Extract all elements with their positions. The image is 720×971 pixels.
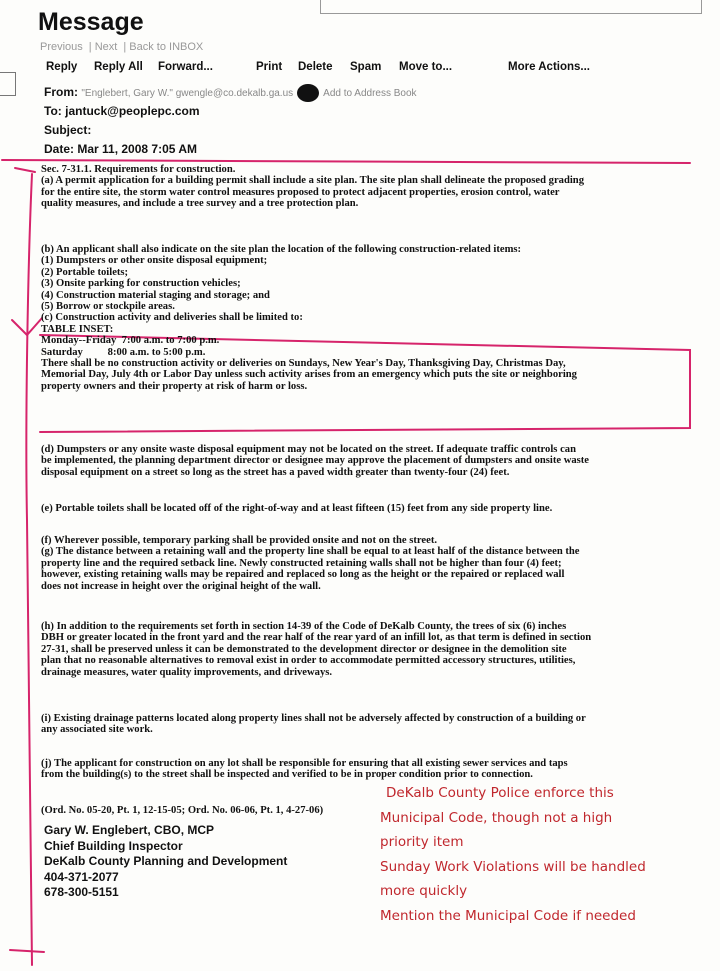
body-line: (b) An applicant shall also indicate on the site plan the location of the following construction-related items: [41, 244, 522, 255]
forward-button[interactable]: Forward... [158, 61, 213, 73]
from-value: "Englebert, Gary W." gwengle@co.dekalb.ga.us [81, 88, 294, 100]
signature-dept: DeKalb County Planning and Development [44, 854, 288, 868]
body-line: (f) Wherever possible, temporary parking shall be provided onsite and not on the street. [41, 535, 437, 546]
ordinance-ref: (Ord. No. 05-20, Pt. 1, 12-15-05; Ord. No. 06-06, Pt. 1, 4-27-06) [41, 805, 324, 816]
signature-title: Chief Building Inspector [44, 838, 183, 853]
reply-all-button[interactable]: Reply All [94, 61, 143, 73]
page-title: Message [38, 8, 144, 36]
hours-weekday-label: Monday--Friday [41, 335, 117, 347]
para-f-g [41, 535, 661, 592]
hours-saturday-label: Saturday [41, 346, 83, 358]
annotation-line: Municipal Code, though not a high [380, 809, 613, 826]
body-line: any associated site work. [41, 724, 153, 736]
hours-saturday-value: 8:00 a.m. to 5:00 p.m. [107, 346, 206, 358]
annotation-line: Sunday Work Violations will be handled [380, 858, 646, 875]
body-line: Memorial Day, July 4th or Labor Day unless such activity arises from an emergency which puts the site or neighboring [41, 369, 577, 381]
ink-bottom-mark [10, 950, 44, 952]
body-line: 27-31, shall be preserved unless it can be demonstrated to the development director or designee in the demolition site [41, 643, 567, 655]
para-j [41, 758, 661, 781]
body-line: however, existing retaining walls may be repaired and replaced so long as the height or the repaired or replaced wall [41, 569, 565, 581]
body-line: (g) The distance between a retaining wall and the property line shall be equal to at least half of the distance between the [41, 546, 580, 558]
print-button[interactable]: Print [256, 61, 283, 73]
delete-button[interactable]: Delete [298, 61, 333, 73]
ink-flick [15, 168, 35, 172]
body-line: drainage measures, water quality improvements, and driveways. [41, 666, 333, 678]
reply-button[interactable]: Reply [46, 61, 78, 73]
body-line: (5) Borrow or stockpile areas. [41, 301, 175, 313]
annotation-line: more quickly [380, 883, 468, 899]
body-line: plan that no reasonable alternatives to removal exist in order to accommodate permitted accessory structures, utilities, [41, 655, 576, 667]
body-line: disposal equipment on a street so long as the street has a paved width greater than twenty-four (24) feet. [41, 466, 510, 478]
body-line: (c) Construction activity and deliveries shall be limited to: [41, 312, 303, 324]
add-to-address-book-link[interactable]: Add to Address Book [323, 88, 417, 100]
date-label: Date: [44, 142, 75, 156]
back-to-inbox-link[interactable]: Back to INBOX [129, 41, 204, 53]
annotation-line: priority item [380, 834, 464, 850]
signature-name: Gary W. Englebert, CBO, MCP [44, 823, 215, 837]
signature-block [44, 823, 287, 901]
para-b [41, 244, 661, 392]
red-annotation [380, 781, 646, 928]
annotation-line: Mention the Municipal Code if needed [380, 907, 636, 924]
date-value: Mar 11, 2008 7:05 AM [77, 142, 197, 156]
body-line: (1) Dumpsters or other onsite disposal equipment; [41, 255, 268, 267]
body-line: DBH or greater located in the front yard and the rear half of the rear yard of an infill lot, as that term is defined in section [41, 632, 592, 644]
more-actions-button[interactable]: More Actions... [508, 61, 590, 73]
para-d [41, 444, 661, 478]
signature-phone: 678-300-5151 [44, 885, 119, 899]
body-line: does not increase in height over the original height of the wall. [41, 580, 321, 592]
body-line: (j) The applicant for construction on any lot shall be responsible for ensuring that all existing sewer services and taps [41, 758, 568, 769]
body-line: be implemented, the planning department director or designee may approve the placement of dumpsters and onsite waste [41, 455, 590, 467]
hours-weekday-value: 7:00 a.m. to 7:00 p.m. [121, 335, 220, 347]
spam-button[interactable]: Spam [350, 61, 382, 73]
body-line: (h) In addition to the requirements set forth in section 14-39 of the Code of DeKalb County, the trees of six (6) inches [41, 621, 567, 632]
message-body [41, 164, 661, 210]
body-line: property owners and their property at risk of harm or loss. [41, 380, 308, 392]
body-line: from the building(s) to the street shall be inspected and verified to be in proper condition prior to connection. [41, 769, 533, 781]
para-a [41, 164, 661, 210]
move-to-button[interactable]: Move to... [399, 61, 453, 73]
body-line: quality measures, and include a tree survey and a tree protection plan. [41, 198, 359, 210]
body-line: (a) A permit application for a building permit shall include a site plan. The site plan shall delineate the proposed grading [41, 175, 584, 187]
signature-phone: 404-371-2077 [44, 869, 119, 884]
ink-line-top [2, 160, 690, 163]
body-line: for the entire site, the storm water control measures proposed to protect adjacent properties, erosion control, water [41, 186, 560, 198]
hours-saturday-row [41, 347, 661, 358]
hours-weekday-row [41, 335, 661, 346]
body-line: Sec. 7-31.1. Requirements for construction. [41, 164, 236, 175]
message-nav: Previous | Next | Back to INBOX [40, 41, 204, 53]
body-line: (3) Onsite parking for construction vehicles; [41, 278, 241, 290]
body-line: (d) Dumpsters or any onsite waste disposal equipment may not be located on the street. If adequate traffic controls can [41, 444, 576, 455]
para-h [41, 621, 661, 678]
body-line: (e) Portable toilets shall be located off of the right-of-way and at least fifteen (15) feet from any side property line. [41, 503, 553, 514]
table-inset-label: TABLE INSET: [41, 323, 114, 335]
to-label: To: [44, 104, 62, 118]
ink-margin-line [26, 174, 32, 965]
body-line: property line and the required setback line. Newly constructed retaining walls shall not be higher than four (4) feet; [41, 557, 562, 569]
body-line: (2) Portable toilets; [41, 266, 129, 278]
next-link[interactable]: Next [94, 41, 118, 53]
body-line: There shall be no construction activity or deliveries on Sundays, New Year's Day, Thanksgiving Day, Christmas Day, [41, 358, 566, 370]
para-i [41, 713, 661, 736]
para-e [41, 503, 661, 514]
from-label: From: [44, 85, 78, 100]
previous-link[interactable]: Previous [40, 41, 83, 53]
body-line: (4) Construction material staging and storage; and [41, 289, 270, 301]
annotation-line: DeKalb County Police enforce this [386, 785, 614, 801]
subject-label: Subject: [44, 123, 92, 137]
body-line: (i) Existing drainage patterns located along property lines shall not be adversely affected by construction of a building or [41, 713, 586, 724]
to-value: jantuck@peoplepc.com [65, 104, 200, 118]
